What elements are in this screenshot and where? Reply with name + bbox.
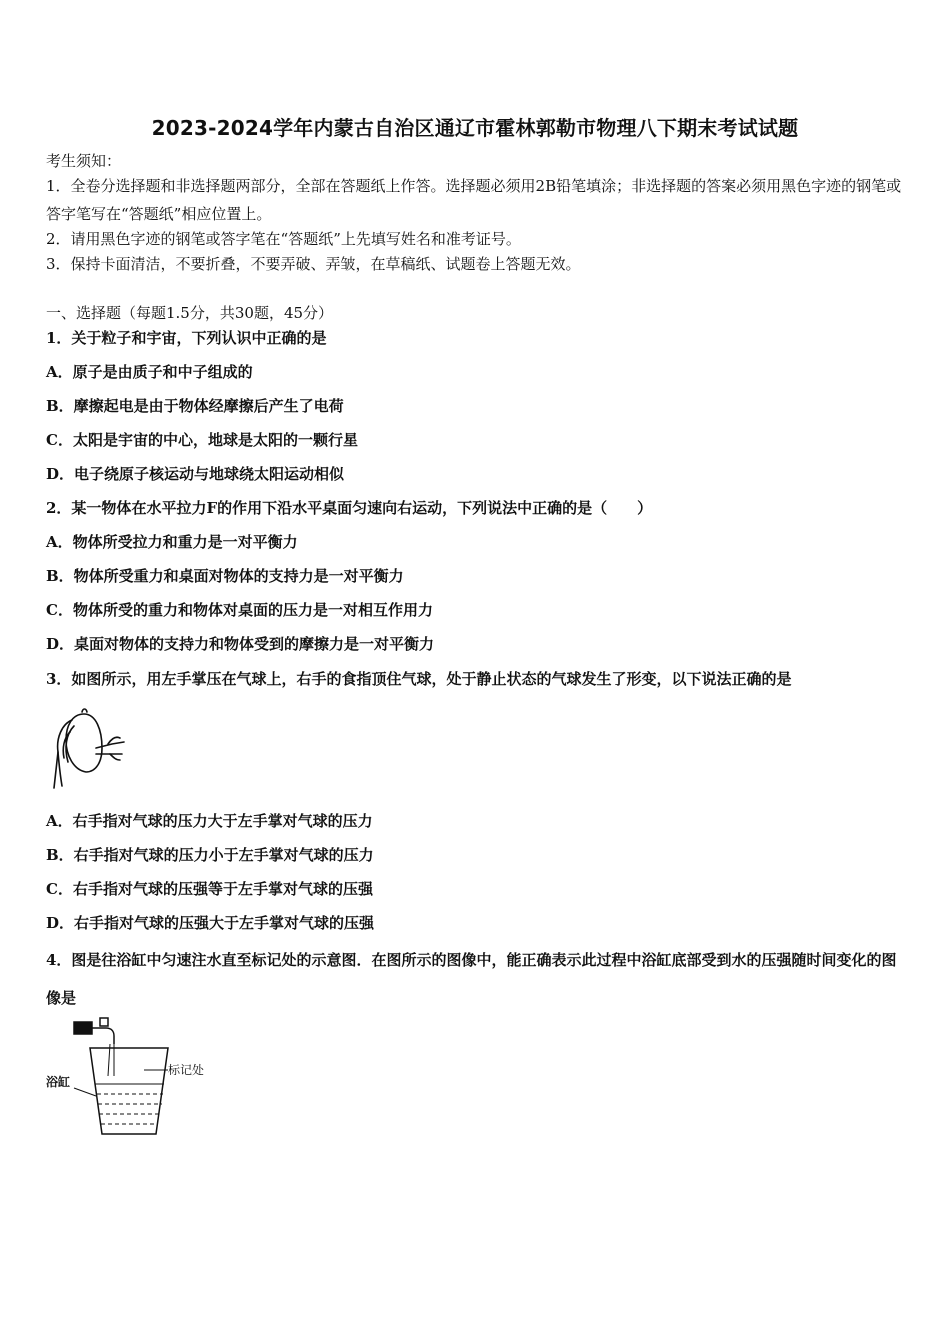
section-heading: 一、选择题（每题1.5分，共30题，45分） [46, 304, 334, 322]
notice-heading: 考生须知： [46, 152, 122, 170]
question-2-option-a: A．物体所受拉力和重力是一对平衡力 [46, 533, 298, 551]
notice-item-1: 1．全卷分选择题和非选择题两部分，全部在答题纸上作答。选择题必须用2B铅笔填涂；非选择题的答案必须用黑色字迹的钢笔或答字笔写在“答题纸”相应位置上。 [46, 177, 902, 223]
question-2-option-b: B．物体所受重力和桌面对物体的支持力是一对平衡力 [46, 567, 404, 585]
notice-item-3: 3．保持卡面清洁，不要折叠，不要弄破、弄皱，在草稿纸、试题卷上答题无效。 [46, 255, 581, 273]
tub-label: 浴缸 [46, 1075, 71, 1089]
bathtub-figure [44, 1014, 214, 1140]
question-3-option-d: D．右手指对气球的压强大于左手掌对气球的压强 [46, 914, 375, 932]
question-3-stem: 3．如图所示，用左手掌压在气球上，右手的食指顶住气球，处于静止状态的气球发生了形变，以下说法正确的是 [46, 670, 792, 688]
question-1-option-a: A．原子是由质子和中子组成的 [46, 363, 253, 381]
question-3-option-c: C．右手指对气球的压强等于左手掌对气球的压强 [46, 880, 373, 898]
question-1-option-d: D．电子绕原子核运动与地球绕太阳运动相似 [46, 465, 345, 483]
question-3-option-b: B．右手指对气球的压力小于左手掌对气球的压力 [46, 846, 374, 864]
question-2-option-d: D．桌面对物体的支持力和物体受到的摩擦力是一对平衡力 [46, 635, 435, 653]
question-1-option-c: C．太阳是宇宙的中心，地球是太阳的一颗行星 [46, 431, 358, 449]
question-4-stem: 4．图是往浴缸中匀速注水直至标记处的示意图．在图所示的图像中，能正确表示此过程中浴缸底部受到水的压强随时间变化的图像是 [46, 951, 897, 1007]
question-2-stem: 2．某一物体在水平拉力F的作用下沿水平桌面匀速向右运动，下列说法中正确的是（ ） [46, 499, 653, 517]
balloon-hands-figure [50, 704, 130, 790]
question-1-stem: 1．关于粒子和宇宙，下列认识中正确的是 [46, 329, 327, 347]
notice-item-2: 2．请用黑色字迹的钢笔或答字笔在“答题纸”上先填写姓名和准考证号。 [46, 230, 521, 248]
question-3-option-a: A．右手指对气球的压力大于左手掌对气球的压力 [46, 812, 373, 830]
question-1-option-b: B．摩擦起电是由于物体经摩擦后产生了电荷 [46, 397, 344, 415]
page-title: 2023-2024学年内蒙古自治区通辽市霍林郭勒市物理八下期末考试试题 [151, 116, 799, 140]
question-2-option-c: C．物体所受的重力和物体对桌面的压力是一对相互作用力 [46, 601, 433, 619]
mark-label: 标记处 [168, 1063, 205, 1077]
